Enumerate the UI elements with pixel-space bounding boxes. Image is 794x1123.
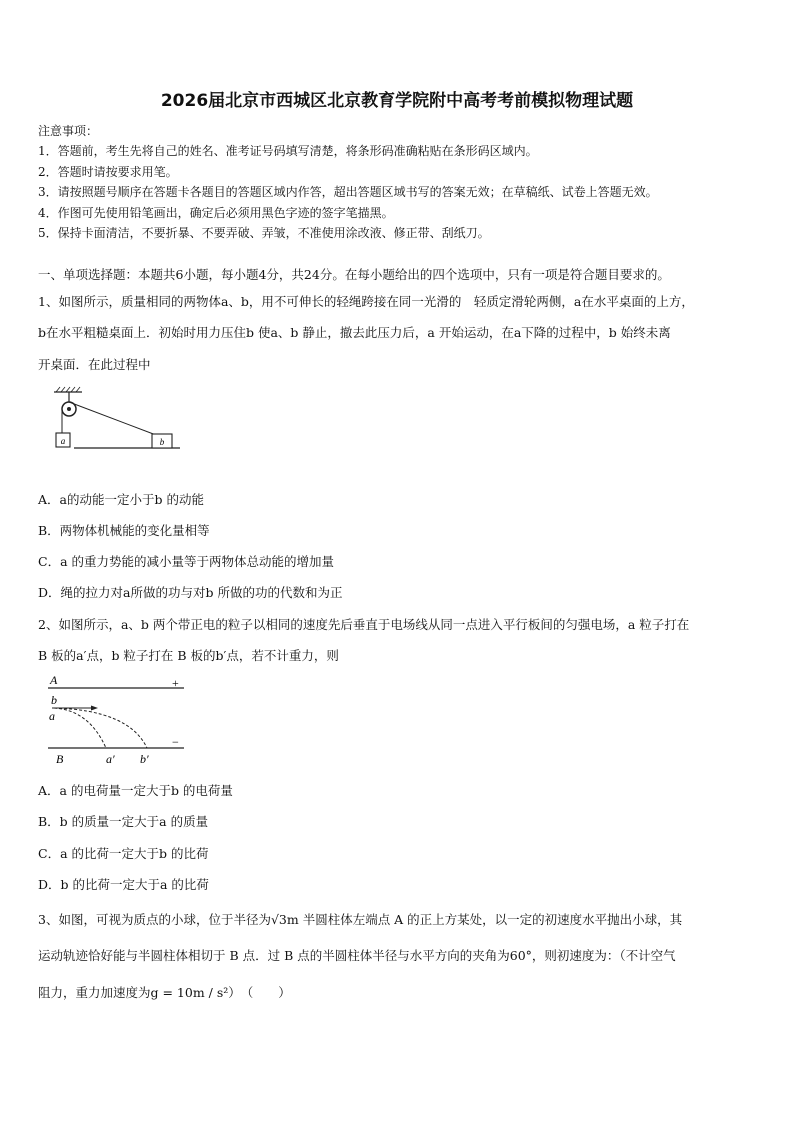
question-3-line: 阻力，重力加速度为g = 10m / s²） （ ） [38, 985, 291, 1000]
block-b-label: b [159, 437, 165, 447]
notice-heading: 注意事项： [38, 124, 99, 138]
particle-b-label: b [51, 693, 57, 707]
b-prime-label: b′ [140, 752, 149, 766]
notice-item: 2．答题时请按要求用笔。 [38, 165, 178, 179]
plate-b-label: B [56, 752, 64, 766]
plate-a-label: A [50, 673, 58, 687]
question-1-line: b在水平粗糙桌面上．初始时用力压住b 使a、b 静止，撤去此压力后，a 开始运动，在a下降的过程中，b 始终未离 [38, 325, 671, 340]
minus-sign: − [172, 735, 179, 749]
question-2-option: A．a 的电荷量一定大于b 的电荷量 [38, 783, 233, 798]
plus-sign: + [172, 676, 179, 690]
question-1-option: B．两物体机械能的变化量相等 [38, 523, 210, 538]
question-1-line: 1、如图所示，质量相同的两物体a、b，用不可伸长的轻绳跨接在同一光滑的 轻质定滑轮两侧，a在水平桌面的上方， [38, 294, 694, 309]
question-3-line: 3、如图，可视为质点的小球，位于半径为√3m 半圆柱体左端点 A 的正上方某处，以一定的初速度水平抛出小球，其 [38, 912, 683, 927]
question-1-option: A．a的动能一定小于b 的动能 [38, 492, 204, 507]
question-2-option: D．b 的比荷一定大于a 的比荷 [38, 877, 209, 892]
question-2-line: 2、如图所示，a、b 两个带正电的粒子以相同的速度先后垂直于电场线从同一点进入平行板间的匀强电场，a 粒子打在 [38, 617, 690, 632]
notice-item: 3．请按照题号顺序在答题卡各题目的答题区域内作答，超出答题区域书写的答案无效；在草稿纸、试卷上答题无效。 [38, 185, 658, 199]
question-2-option: C．a 的比荷一定大于b 的比荷 [38, 846, 209, 861]
section-heading: 一、单项选择题：本题共6小题，每小题4分，共24分。在每小题给出的四个选项中，只有一项是符合题目要求的。 [38, 267, 670, 282]
particle-a-label: a [49, 709, 55, 723]
question-1-option: C．a 的重力势能的减小量等于两物体总动能的增加量 [38, 554, 334, 569]
question-1-option: D．绳的拉力对a所做的功与对b 所做的功的代数和为正 [38, 585, 343, 600]
question-1-line: 开桌面．在此过程中 [38, 357, 151, 372]
question-2-option: B．b 的质量一定大于a 的质量 [38, 814, 209, 829]
a-prime-label: a′ [106, 752, 115, 766]
page-title: 2026届北京市西城区北京教育学院附中高考考前模拟物理试题 [160, 91, 634, 111]
notice-item: 1．答题前，考生先将自己的姓名、准考证号码填写清楚，将条形码准确粘贴在条形码区域内。 [38, 144, 538, 158]
notice-item: 4．作图可先使用铅笔画出，确定后必须用黑色字迹的签字笔描黑。 [38, 206, 394, 220]
electric-field-diagram [44, 670, 194, 770]
pulley-diagram [52, 386, 182, 450]
notice-item: 5．保持卡面清洁，不要折暴、不要弄破、弄皱，不准使用涂改液、修正带、刮纸刀。 [38, 226, 490, 240]
block-a-label: a [60, 436, 66, 446]
question-3-line: 运动轨迹恰好能与半圆柱体相切于 B 点．过 B 点的半圆柱体半径与水平方向的夹角为60°，则初速度为：（不计空气 [38, 948, 676, 963]
question-2-line: B 板的a′点，b 粒子打在 B 板的b′点，若不计重力，则 [38, 648, 339, 663]
